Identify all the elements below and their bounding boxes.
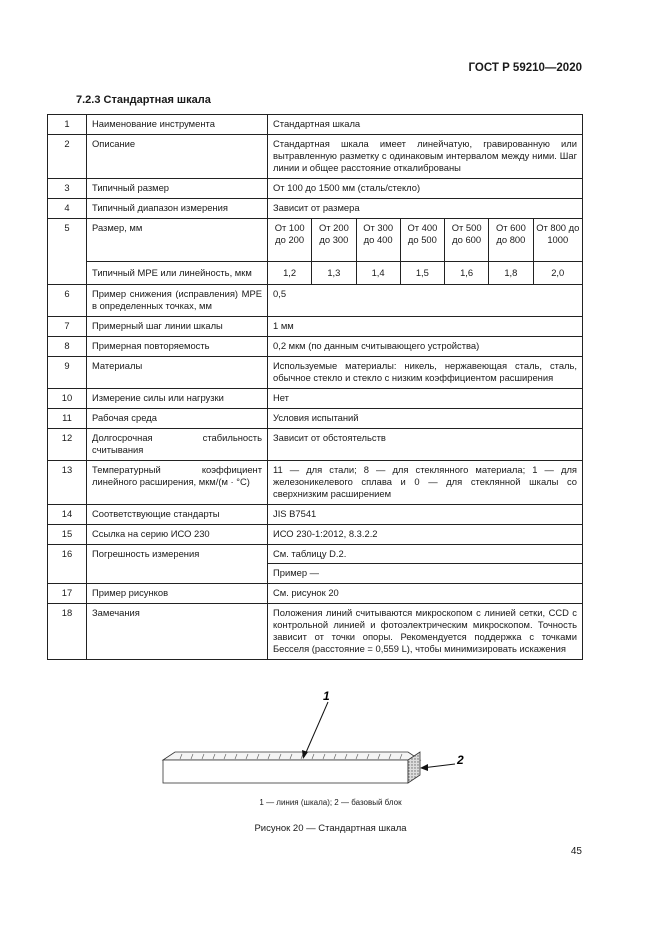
row-name: Измерение силы или нагрузки — [87, 389, 268, 409]
size-label: Размер, мм — [92, 222, 143, 233]
table-row — [48, 525, 583, 545]
row-number: 9 — [48, 357, 87, 389]
row-value: Стандартная шкала имеет линейчатую, гравированную или вытравленную разметку с одинаковым интервалом между ними. Шаг линии и общее расстояние откалиброваны — [268, 135, 583, 179]
row-name: Ссылка на серию ИСО 230 — [87, 525, 268, 545]
scale-bar — [163, 752, 420, 783]
row-number: 1 — [48, 115, 87, 135]
row-name: Типичный размер — [87, 179, 268, 199]
row-value: Нет — [268, 389, 583, 409]
row-value: См. рисунок 20 — [268, 584, 583, 604]
figure-caption: Рисунок 20 — Стандартная шкала — [254, 823, 407, 834]
table-row — [48, 429, 583, 461]
row-name: Замечания — [87, 604, 268, 660]
table-row — [48, 604, 583, 660]
row-name: Пример снижения (исправления) MPE в определенных точках, мм — [87, 285, 268, 317]
table-row — [48, 505, 583, 525]
row-value — [268, 545, 583, 584]
row-number: 4 — [48, 199, 87, 219]
table-row — [48, 317, 583, 337]
size-range: От 300 до 400 — [356, 219, 400, 262]
row-number: 13 — [48, 461, 87, 505]
size-range: От 500 до 600 — [445, 219, 489, 262]
row-value: От 100 до 1500 мм (сталь/стекло) — [268, 179, 583, 199]
uncertainty-example: Пример — — [268, 563, 582, 583]
row-value: Условия испытаний — [268, 409, 583, 429]
row-value: JIS B7541 — [268, 505, 583, 525]
figure-legend: 1 — линия (шкала); 2 — базовый блок — [259, 798, 402, 807]
table-row-size — [48, 219, 583, 285]
row-value: Используемые материалы: никель, нержавеющая сталь, сталь, обычное стекло и стекло с низким коэффициентом расширения — [268, 357, 583, 389]
row-name: Материалы — [87, 357, 268, 389]
row-number: 8 — [48, 337, 87, 357]
row-number: 17 — [48, 584, 87, 604]
mpe-value: 2,0 — [533, 262, 582, 285]
size-range: От 200 до 300 — [312, 219, 356, 262]
size-range: От 400 до 500 — [400, 219, 444, 262]
table-row — [48, 545, 583, 584]
table-row — [48, 357, 583, 389]
mpe-value: 1,5 — [400, 262, 444, 285]
table-row — [48, 135, 583, 179]
row-number: 12 — [48, 429, 87, 461]
row-name: Наименование инструмента — [87, 115, 268, 135]
page-number: 45 — [570, 846, 582, 857]
label-1: 1 — [323, 689, 330, 703]
spec-table — [47, 114, 583, 660]
table-row — [48, 461, 583, 505]
row-value: 1 мм — [268, 317, 583, 337]
label-2: 2 — [457, 753, 464, 767]
row-number: 2 — [48, 135, 87, 179]
mpe-value: 1,4 — [356, 262, 400, 285]
row-value: Зависит от обстоятельств — [268, 429, 583, 461]
mpe-value: 1,3 — [312, 262, 356, 285]
row-value: 0,5 — [268, 285, 583, 317]
row-name: Типичный диапазон измерения — [87, 199, 268, 219]
row-number: 3 — [48, 179, 87, 199]
row-name: Погрешность измерения — [87, 545, 268, 584]
section-title: 7.2.3 Стандартная шкала — [76, 94, 211, 106]
table-row — [48, 584, 583, 604]
row-name — [87, 219, 268, 285]
row-name: Пример рисунков — [87, 584, 268, 604]
row-value: Положения линий считываются микроскопом с линией сетки, CCD с контрольной линией и фотоэлектрическим микроскопом. Точность зависит от точки опоры. Рекомендуется поддержка с точками Бесселя (расстояние = 0,559 L), чтобы минимизировать искажения — [268, 604, 583, 660]
leader-1 — [302, 689, 330, 759]
row-value: Зависит от размера — [268, 199, 583, 219]
row-name: Температурный коэффициент линейного расширения, мкм/(м · °C) — [87, 461, 268, 505]
row-value: Стандартная шкала — [268, 115, 583, 135]
size-range: От 800 до 1000 — [536, 222, 580, 245]
row-name: Описание — [87, 135, 268, 179]
row-number: 11 — [48, 409, 87, 429]
row-name: Рабочая среда — [87, 409, 268, 429]
mpe-label: Типичный MPE или линейность, мкм — [87, 261, 267, 284]
row-name: Примерный шаг линии шкалы — [87, 317, 268, 337]
row-value: ИСО 230-1:2012, 8.3.2.2 — [268, 525, 583, 545]
row-number: 5 — [48, 219, 87, 285]
row-number: 16 — [48, 545, 87, 584]
row-name: Долгосрочная стабильность считывания — [87, 429, 268, 461]
table-row — [48, 179, 583, 199]
row-number: 18 — [48, 604, 87, 660]
mpe-value: 1,6 — [445, 262, 489, 285]
row-name: Соответствующие стандарты — [87, 505, 268, 525]
table-row — [48, 337, 583, 357]
row-name: Примерная повторяемость — [87, 337, 268, 357]
table-row — [48, 115, 583, 135]
mpe-value: 1,2 — [268, 262, 312, 285]
standard-number: ГОСТ Р 59210—2020 — [468, 62, 582, 74]
table-row — [48, 199, 583, 219]
size-subtable — [268, 219, 582, 284]
table-row — [48, 285, 583, 317]
uncertainty-ref: См. таблицу D.2. — [273, 548, 347, 559]
size-subtable-cell — [268, 219, 583, 285]
figure-scale — [0, 680, 661, 810]
row-value: 0,2 мкм (по данным считывающего устройства) — [268, 337, 583, 357]
row-number: 6 — [48, 285, 87, 317]
table-row — [48, 389, 583, 409]
row-number: 7 — [48, 317, 87, 337]
size-range: От 600 до 800 — [489, 219, 533, 262]
row-value: 11 — для стали; 8 — для стеклянного материала; 1 — для железоникелевого сплава и 0 — для стеклянной шкалы со сверхнизким расширением — [268, 461, 583, 505]
row-number: 14 — [48, 505, 87, 525]
mpe-value: 1,8 — [489, 262, 533, 285]
row-number: 10 — [48, 389, 87, 409]
row-number: 15 — [48, 525, 87, 545]
leader-2 — [420, 753, 464, 771]
table-row — [48, 409, 583, 429]
size-range: От 100 до 200 — [268, 219, 312, 262]
